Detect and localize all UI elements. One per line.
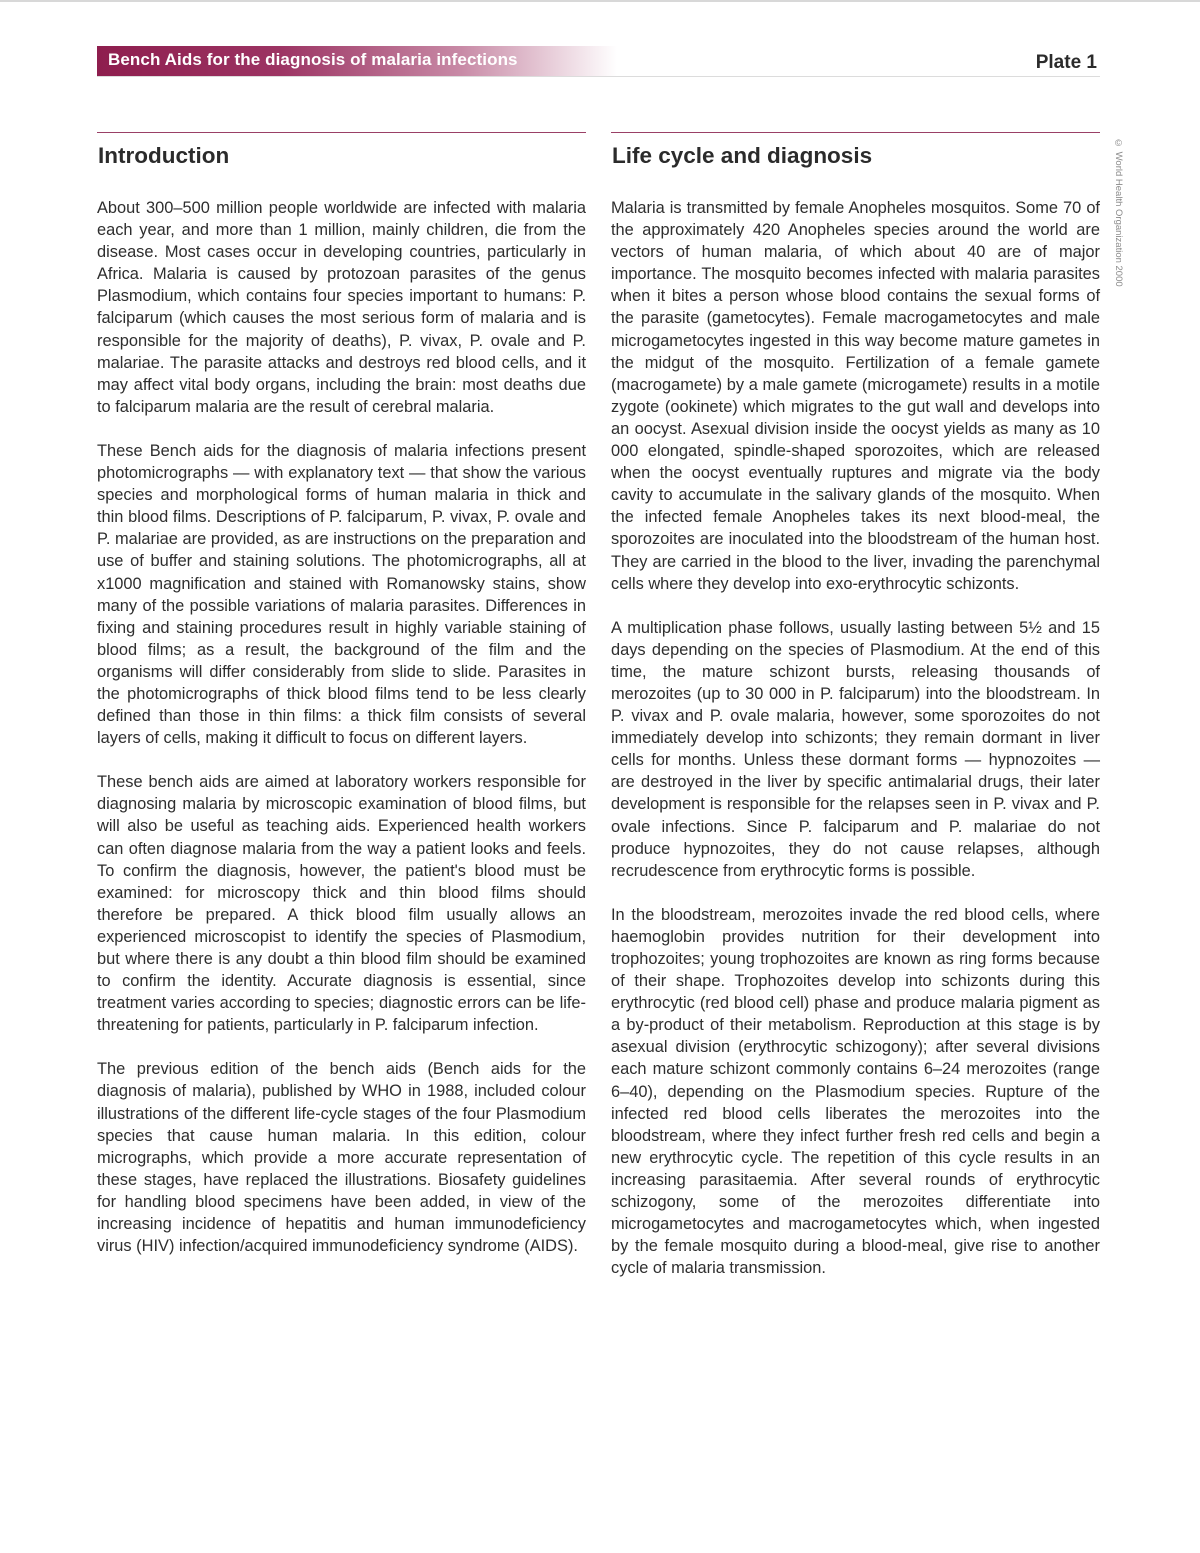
plate-label: Plate 1 [1035, 52, 1097, 73]
copyright-notice: © World Health Organization 2000 [1113, 138, 1124, 287]
lifecycle-column [611, 132, 1100, 1301]
lifecycle-paragraph: A multiplication phase follows, usually lasting between 5½ and 15 days depending on the species of Plasmodium. At the end of this time, the mature schizont bursts, releasing thousands of merozoites (up to 30 000 in P. falciparum) into the bloodstream. In P. vivax and P. ovale malaria, however, some sporozoites do not immediately develop into schizonts; they remain dormant in liver cells for months. Unless these dormant forms — hypnozoites — are destroyed in the liver by specific antimalarial drugs, their later development is responsible for the relapses seen in P. vivax and P. ovale infections. Since P. falciparum and P. malariae do not produce hypnozoites, they do not cause relapses, although recrudescence from erythrocytic forms is possible. [611, 618, 1100, 880]
header-rule [97, 76, 1100, 77]
top-edge-line [0, 0, 1200, 2]
introduction-paragraph: These bench aids are aimed at laboratory workers responsible for diagnosing malaria by microscopic examination of blood films, but will also be useful as teaching aids. Experienced health workers can often diagnose malaria from the way a patient looks and feels. To confirm the diagnosis, however, the patient's blood must be examined: for microscopy thick and thin blood films should therefore be prepared. A thick blood film usually allows an experienced microscopist to identify the species of Plasmodium, but where there is any doubt a thin blood film should be examined to confirm the identity. Accurate diagnosis is essential, since treatment varies according to species; diagnostic errors can be life-threatening for patients, particularly in P. falciparum infection. [97, 773, 586, 1035]
section-rule [611, 132, 1100, 133]
introduction-paragraph: These Bench aids for the diagnosis of malaria infections present photomicrographs — with explanatory text — that show the various species and morphological forms of human malaria in thick and thin blood films. Descriptions of P. falciparum, P. vivax, P. ovale and P. malariae are provided, as are instructions on the preparation and use of buffer and staining solutions. The photomicrographs, all at x1000 magnification and stained with Romanowsky stains, show many of the possible variations of malaria parasites. Differences in fixing and staining procedures result in highly variable staining of blood films; as a result, the background of the film and the organisms will differ considerably from slide to slide. Parasites in the photomicrographs of thick blood films tend to be less clearly defined than those in thin films: a thick film consists of several layers of cells, making it difficult to focus on different layers. [97, 441, 586, 748]
introduction-column [97, 132, 586, 1279]
introduction-paragraph: About 300–500 million people worldwide are infected with malaria each year, and more than 1 million, mainly children, die from the disease. Most cases occur in developing countries, particularly in Africa. Malaria is caused by protozoan parasites of the genus Plasmodium, which contains four species important to humans: P. falciparum (which causes the most serious form of malaria and is responsible for the majority of deaths), P. vivax, P. ovale and P. malariae. The parasite attacks and destroys red blood cells, and it may affect vital body organs, including the brain: most deaths due to falciparum malaria are the result of cerebral malaria. [97, 199, 586, 416]
lifecycle-paragraph: In the bloodstream, merozoites invade the red blood cells, where haemoglobin provides nutrition for their development into trophozoites; young trophozoites are known as ring forms because of their shape. Trophozoites develop into schizonts during this erythrocytic (red blood cell) phase and produce malaria pigment as a by-product of their metabolism. Reproduction at this stage is by asexual division (erythrocytic schizogony); after several divisions each mature schizont commonly contains 6–24 merozoites (range 6–40), depending on the Plasmodium species. Rupture of the infected red blood cells liberates the merozoites into the bloodstream, where they infect further fresh red cells and begin a new erythrocytic cycle. The repetition of this cycle results in an increasing parasitaemia. After several rounds of erythrocytic schizogony, some of the merozoites differentiate into microgametocytes and macrogametocytes which, when ingested by the female mosquito during a blood-meal, give rise to another cycle of malaria transmission. [611, 905, 1100, 1278]
introduction-paragraph: The previous edition of the bench aids (Bench aids for the diagnosis of malaria), published by WHO in 1988, included colour illustrations of the different life-cycle stages of the four Plasmodium species that cause human malaria. In this edition, colour micrographs, which provide a more accurate representation of these stages, have replaced the illustrations. Biosafety guidelines for handling blood specimens have been added, in view of the increasing incidence of hepatitis and human immunodeficiency virus (HIV) infection/acquired immunodeficiency syndrome (AIDS). [97, 1060, 586, 1256]
introduction-title: Introduction [98, 143, 230, 168]
section-rule [97, 132, 586, 133]
lifecycle-title: Life cycle and diagnosis [612, 143, 873, 168]
header-title: Bench Aids for the diagnosis of malaria infections [108, 50, 518, 69]
lifecycle-paragraph: Malaria is transmitted by female Anopheles mosquitos. Some 70 of the approximately 420 Anopheles species around the world are vectors of human malaria, of which about 40 are of major importance. The mosquito becomes infected with malaria parasites when it bites a person whose blood contains the sexual forms of the parasite (gametocytes). Female macrogametocytes and male microgametocytes ingested in this way become mature gametes in the midgut of the mosquito. Fertilization of a female gamete (macrogamete) by a male gamete (microgamete) results in a motile zygote (ookinete) which migrates to the gut wall and develops into an oocyst. Asexual division inside the oocyst yields as many as 10 000 elongated, spindle-shaped sporozoites, which are released when the oocyst eventually ruptures and migrate via the body cavity to accumulate in the salivary glands of the mosquito. When the infected female Anopheles takes its next blood-meal, the sporozoites are inoculated into the bloodstream of the human host. They are carried in the blood to the liver, invading the parenchymal cells where they develop into exo-erythrocytic schizonts. [611, 199, 1100, 593]
